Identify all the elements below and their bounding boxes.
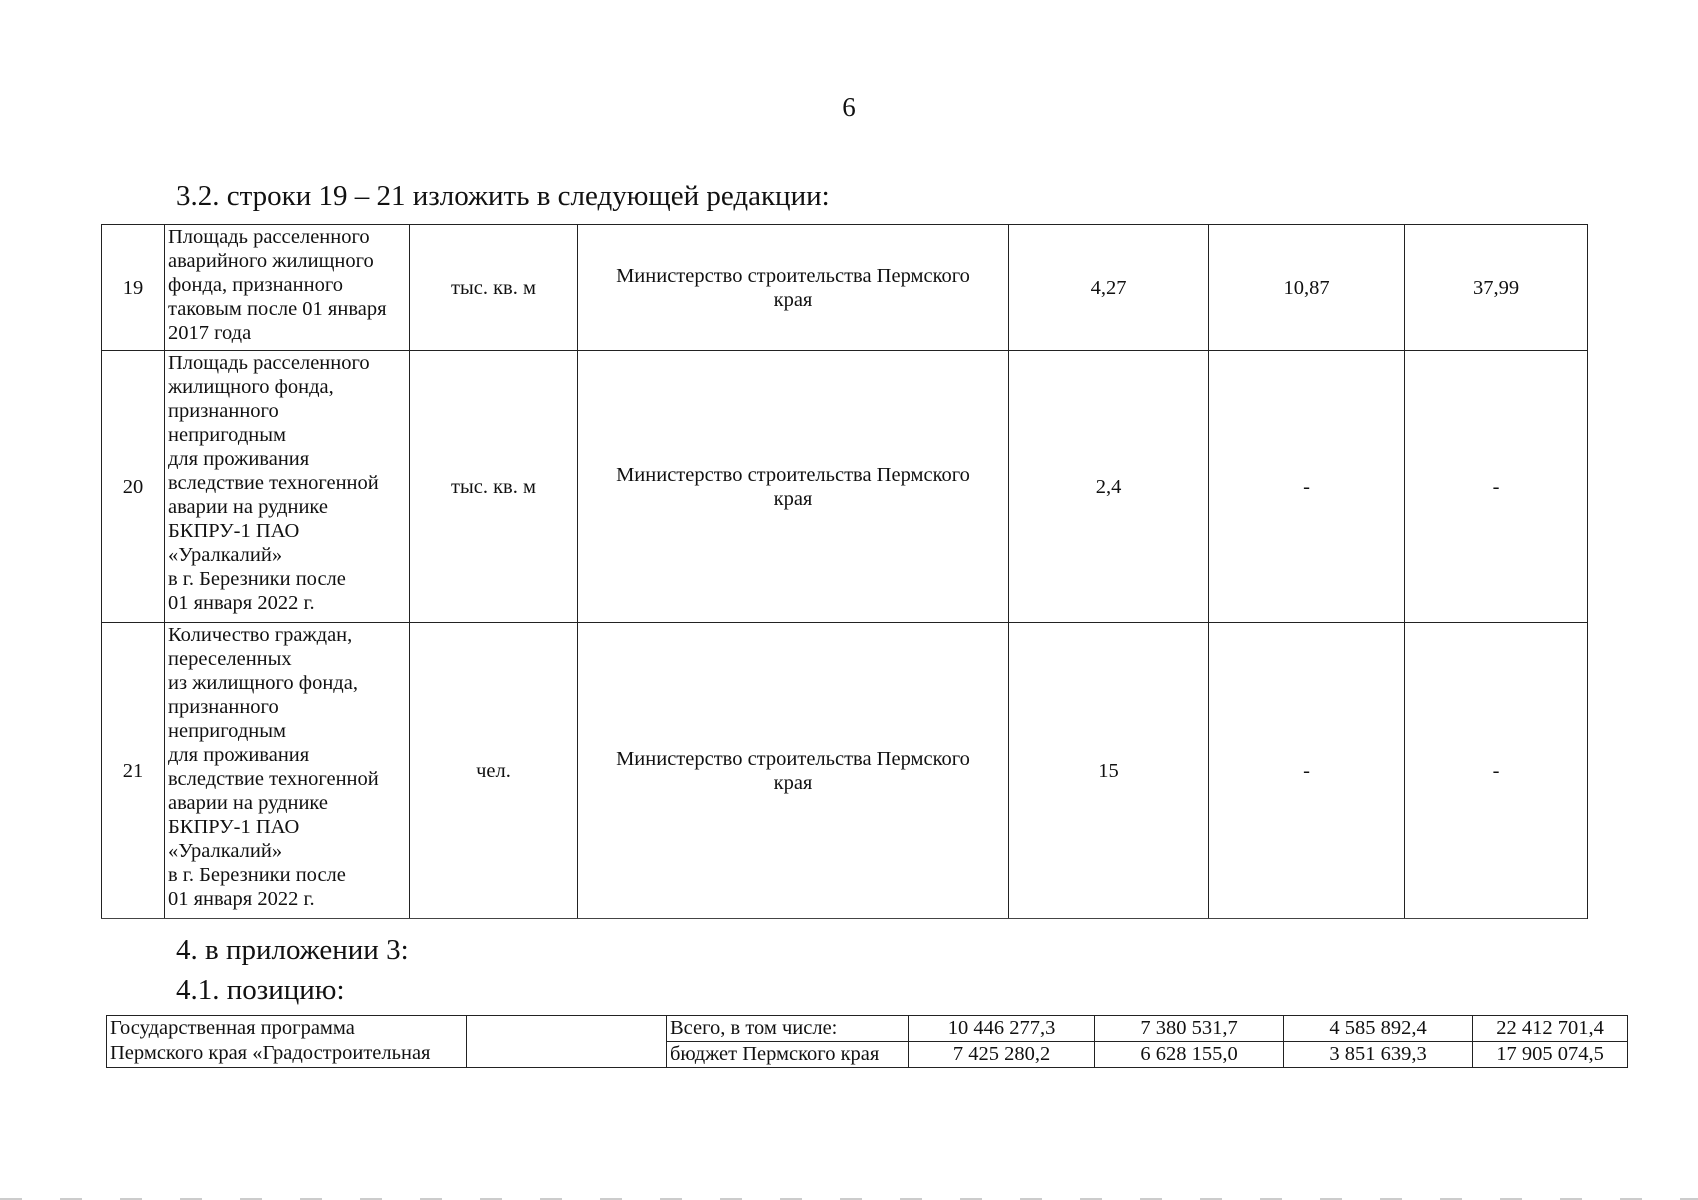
value-cell: 10,87	[1209, 225, 1405, 351]
unit-cell: чел.	[410, 623, 578, 919]
value-cell: -	[1405, 351, 1588, 623]
indicator-description: Количество граждан, переселенных из жилищного фонда, признанного непригодным для проживания вследствие техногенной аварии на руднике БКПРУ-1 ПАО «Уралкалий» в г. Березники после 01 января 2022 г.	[165, 623, 410, 919]
row-number: 19	[102, 225, 165, 351]
program-name-cell: Государственная программа Пермского края «Градостроительная	[107, 1016, 467, 1068]
row-number: 20	[102, 351, 165, 623]
program-value-cell: 17 905 074,5	[1473, 1042, 1628, 1068]
indicator-row	[102, 623, 1588, 919]
section-heading-4: 4. в приложении 3:	[176, 934, 409, 966]
program-empty-cell	[467, 1016, 667, 1068]
program-value-cell: 7 425 280,2	[909, 1042, 1095, 1068]
indicator-description: Площадь расселенного жилищного фонда, признанного непригодным для проживания вследствие техногенной аварии на руднике БКПРУ-1 ПАО «Уралкалий» в г. Березники после 01 января 2022 г.	[165, 351, 410, 623]
unit-cell: тыс. кв. м	[410, 351, 578, 623]
executor-cell: Министерство строительства Пермского края	[578, 623, 1009, 919]
executor-cell: Министерство строительства Пермского края	[578, 225, 1009, 351]
value-cell: -	[1405, 623, 1588, 919]
value-cell: 4,27	[1009, 225, 1209, 351]
value-cell: 37,99	[1405, 225, 1588, 351]
section-heading-4-1: 4.1. позицию:	[176, 974, 345, 1006]
program-value-cell: 6 628 155,0	[1095, 1042, 1284, 1068]
executor-cell: Министерство строительства Пермского края	[578, 351, 1009, 623]
row-number: 21	[102, 623, 165, 919]
program-row-total	[107, 1016, 1628, 1042]
page-number: 6	[842, 92, 856, 122]
section-heading-3-2: 3.2. строки 19 – 21 изложить в следующей редакции:	[176, 180, 830, 212]
program-row-label: Всего, в том числе:	[667, 1016, 909, 1042]
program-value-cell: 22 412 701,4	[1473, 1016, 1628, 1042]
divider-line	[101, 918, 1587, 919]
value-cell: -	[1209, 351, 1405, 623]
indicator-row	[102, 351, 1588, 623]
program-value-cell: 10 446 277,3	[909, 1016, 1095, 1042]
program-value-cell: 3 851 639,3	[1284, 1042, 1473, 1068]
program-table	[106, 1015, 1628, 1068]
value-cell: 2,4	[1009, 351, 1209, 623]
indicator-description: Площадь расселенного аварийного жилищного фонда, признанного таковым после 01 января 2017 года	[165, 225, 410, 351]
program-value-cell: 7 380 531,7	[1095, 1016, 1284, 1042]
program-row-label: бюджет Пермского края	[667, 1042, 909, 1068]
indicators-table	[101, 224, 1588, 919]
indicator-row	[102, 225, 1588, 351]
value-cell: 15	[1009, 623, 1209, 919]
program-value-cell: 4 585 892,4	[1284, 1016, 1473, 1042]
value-cell: -	[1209, 623, 1405, 919]
unit-cell: тыс. кв. м	[410, 225, 578, 351]
